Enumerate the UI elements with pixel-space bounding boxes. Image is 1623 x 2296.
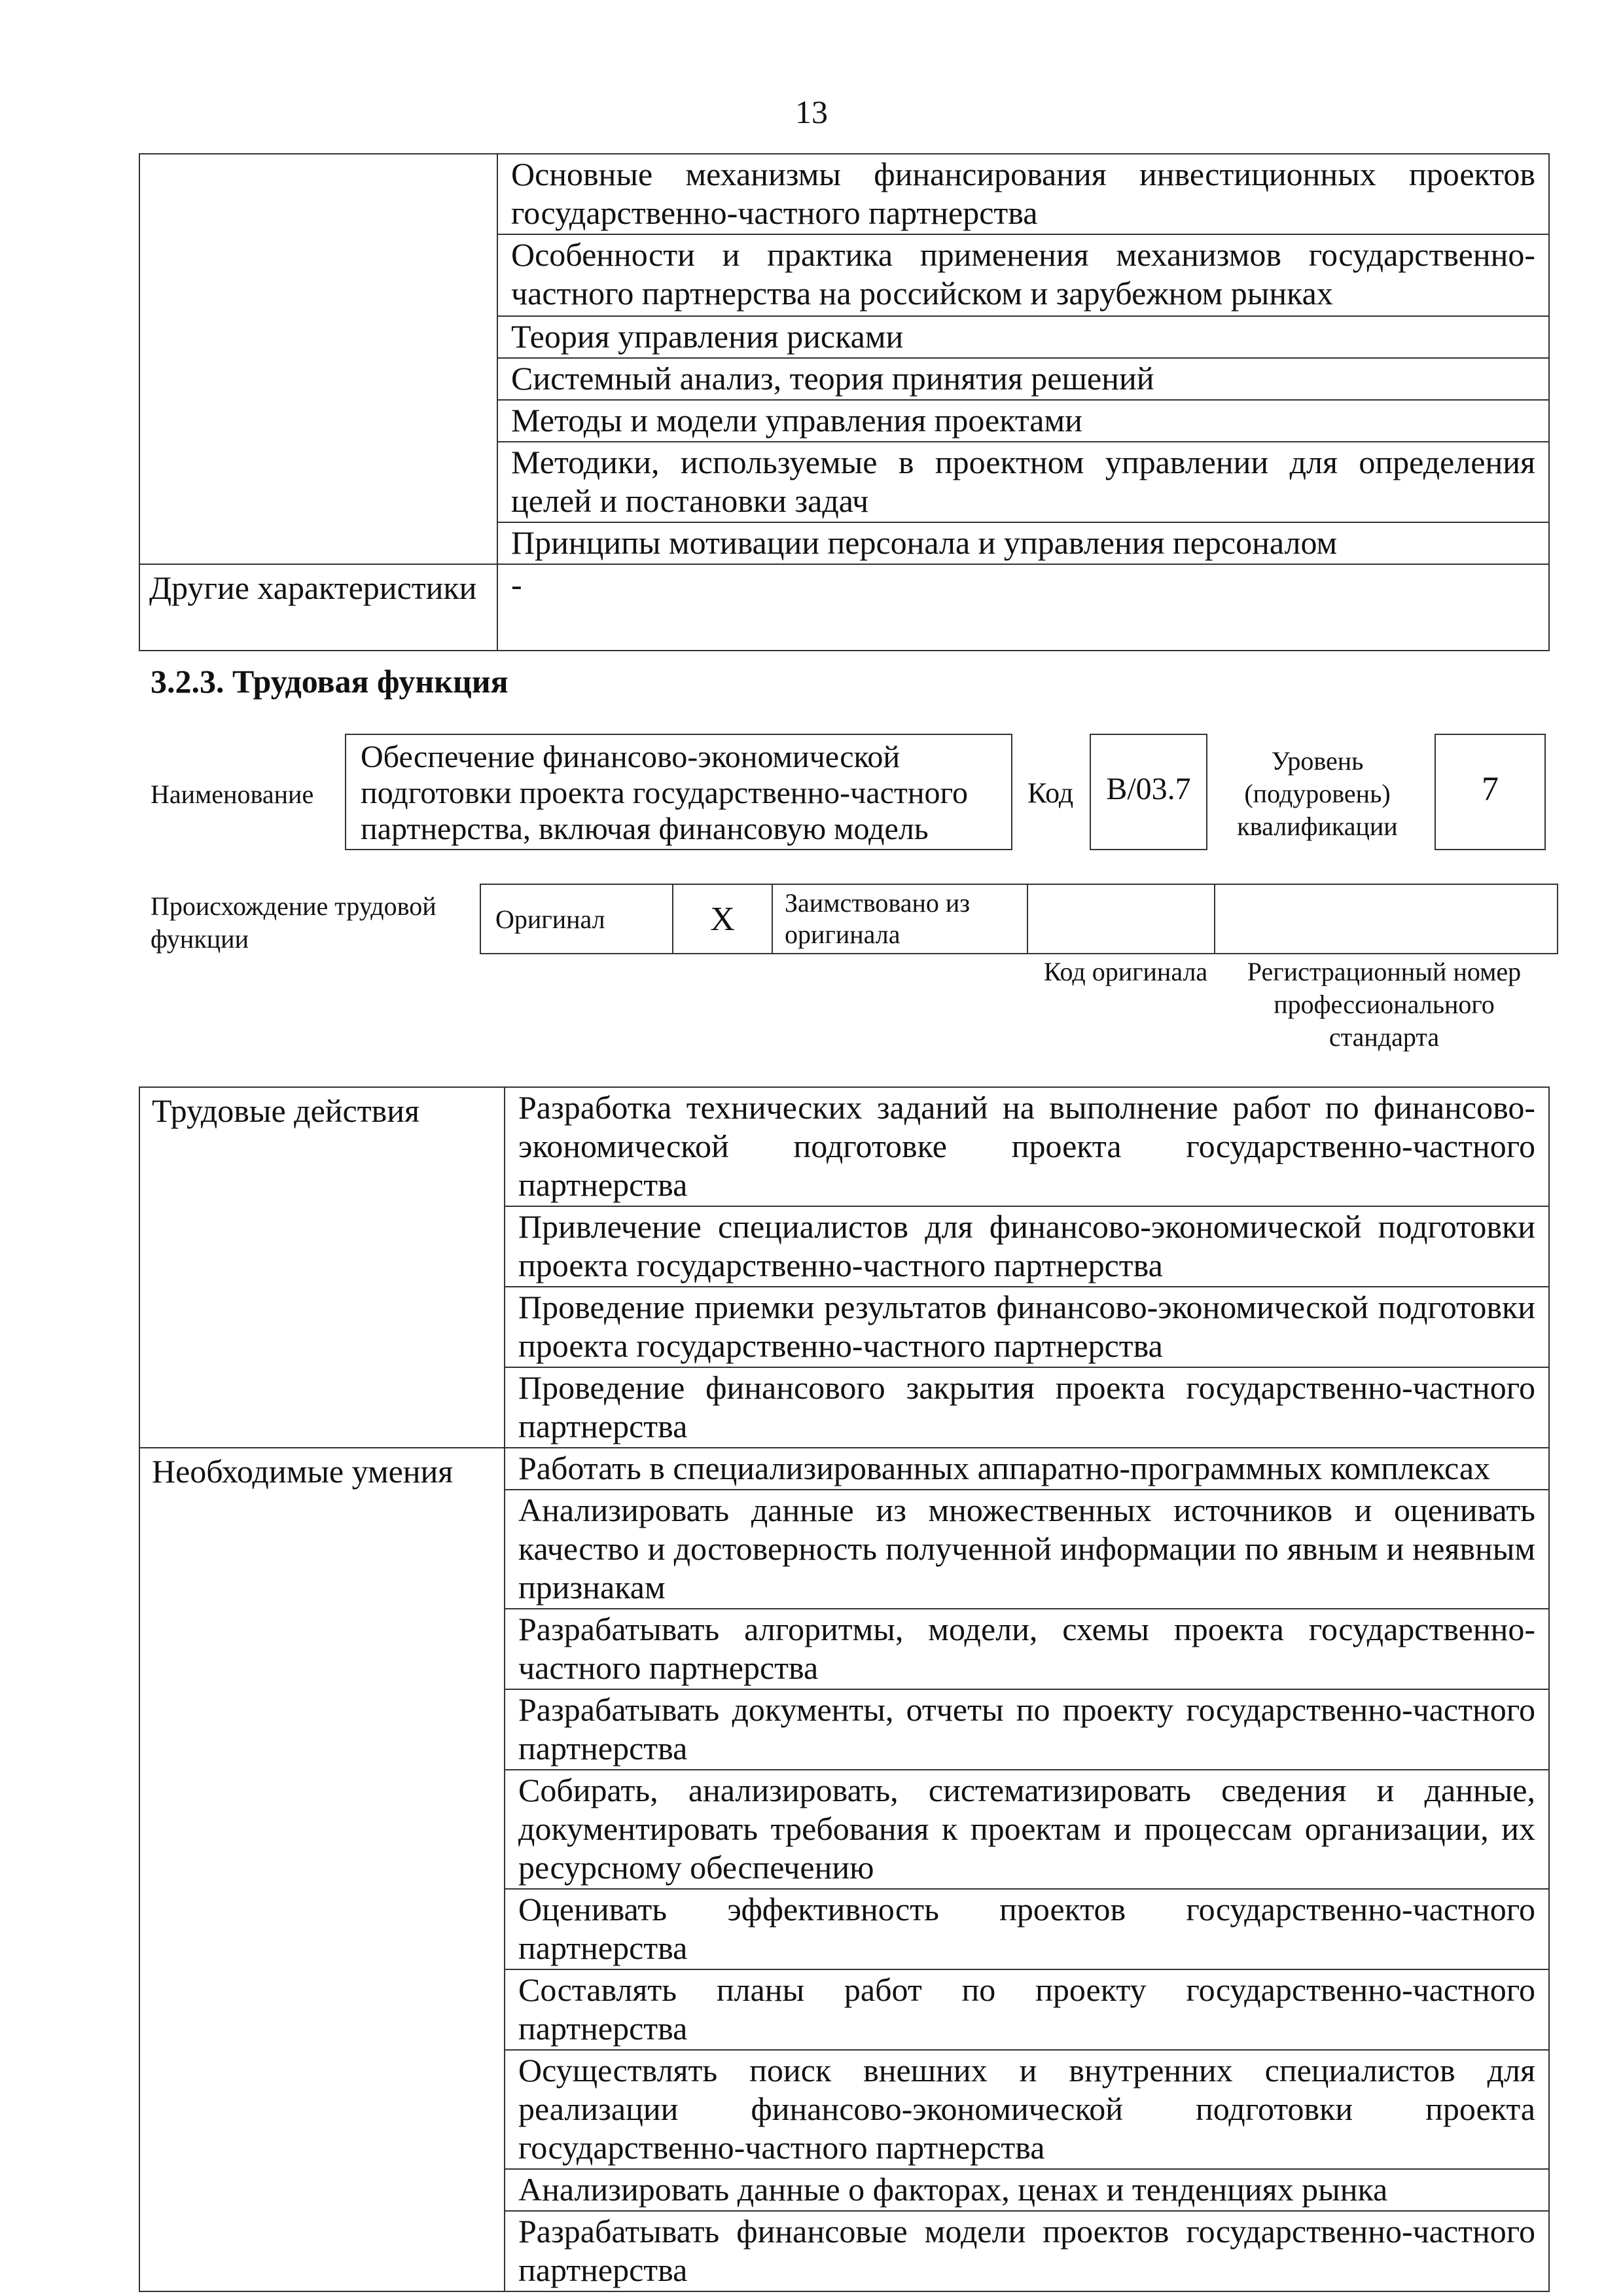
skill-item: Анализировать данные из множественных источников и оценивать качество и достоверность полученной информации по явным и неявным признакам — [505, 1490, 1549, 1609]
level-label-line: квалификации — [1237, 812, 1398, 841]
origin-label: Происхождение трудовой функции — [151, 891, 437, 954]
knowledge-item: Основные механизмы финансирования инвестиционных проектов государственно-частного партнерства — [497, 154, 1549, 234]
skill-item: Разрабатывать финансовые модели проектов государственно-частного партнерства — [505, 2211, 1549, 2291]
knowledge-item: Методики, используемые в проектном управлении для определения целей и постановки задач — [497, 442, 1549, 522]
skill-item: Составлять планы работ по проекту государственно-частного партнерства — [505, 1969, 1549, 2050]
skill-item: Работать в специализированных аппаратно-программных комплексах — [505, 1448, 1549, 1490]
origin-borrowed-label: Заимствовано из оригинала — [772, 884, 1027, 954]
level-label-line: Уровень — [1271, 746, 1364, 776]
origin-original-label: Оригинал — [480, 884, 673, 954]
knowledge-label-cell — [139, 154, 497, 564]
section-heading: 3.2.3. Трудовая функция — [151, 663, 508, 700]
origin-table — [480, 884, 1558, 954]
skill-item: Собирать, анализировать, систематизировать сведения и данные, документировать требования к проектам и процессам организации, их ресурсному обеспечению — [505, 1770, 1549, 1889]
skill-item: Оценивать эффективность проектов государственно-частного партнерства — [505, 1889, 1549, 1969]
skill-item: Анализировать данные о факторах, ценах и тенденциях рынка — [505, 2169, 1549, 2211]
origin-reg-number-cell — [1215, 884, 1558, 954]
other-characteristics-value: - — [497, 564, 1549, 651]
knowledge-table — [139, 153, 1550, 651]
knowledge-item: Системный анализ, теория принятия решений — [497, 358, 1549, 400]
skills-label: Необходимые умения — [139, 1448, 505, 2291]
knowledge-item: Особенности и практика применения механизмов государственно-частного партнерства на российском и зарубежном рынках — [497, 234, 1549, 316]
name-label: Наименование — [151, 780, 314, 809]
labor-action-item: Привлечение специалистов для финансово-экономической подготовки проекта государственно-частного партнерства — [505, 1206, 1549, 1287]
other-characteristics-label: Другие характеристики — [139, 564, 497, 651]
skill-item: Разрабатывать алгоритмы, модели, схемы проекта государственно-частного партнерства — [505, 1609, 1549, 1689]
labor-action-item: Проведение приемки результатов финансово-экономической подготовки проекта государственно-частного партнерства — [505, 1287, 1549, 1367]
origin-code-cell — [1027, 884, 1215, 954]
origin-original-mark: X — [673, 884, 772, 954]
code-value: B/03.7 — [1090, 734, 1207, 850]
origin-reg-caption: Регистрационный номер профессионального стандарта — [1247, 957, 1522, 1052]
page-number: 13 — [795, 94, 828, 130]
qualification-level-value: 7 — [1435, 734, 1546, 850]
origin-code-caption: Код оригинала — [1043, 957, 1208, 986]
code-label: Код — [1027, 777, 1074, 809]
qualification-level-label — [1222, 745, 1412, 843]
skill-item: Осуществлять поиск внешних и внутренних специалистов для реализации финансово-экономической подготовки проекта государственно-частного партнерства — [505, 2050, 1549, 2169]
knowledge-item: Теория управления рисками — [497, 316, 1549, 358]
skill-item: Разрабатывать документы, отчеты по проекту государственно-частного партнерства — [505, 1689, 1549, 1770]
labor-action-item: Разработка технических заданий на выполнение работ по финансово-экономической подготовке проекта государственно-частного партнерства — [505, 1087, 1549, 1206]
level-label-line: (подуровень) — [1244, 779, 1391, 808]
labor-action-item: Проведение финансового закрытия проекта государственно-частного партнерства — [505, 1367, 1549, 1448]
name-value: Обеспечение финансово-экономической подготовки проекта государственно-частного партнерства, включая финансовую модель — [345, 734, 1012, 850]
knowledge-item: Методы и модели управления проектами — [497, 400, 1549, 442]
labor-actions-label: Трудовые действия — [139, 1087, 505, 1448]
knowledge-item: Принципы мотивации персонала и управления персоналом — [497, 522, 1549, 564]
function-table — [139, 1086, 1550, 2292]
